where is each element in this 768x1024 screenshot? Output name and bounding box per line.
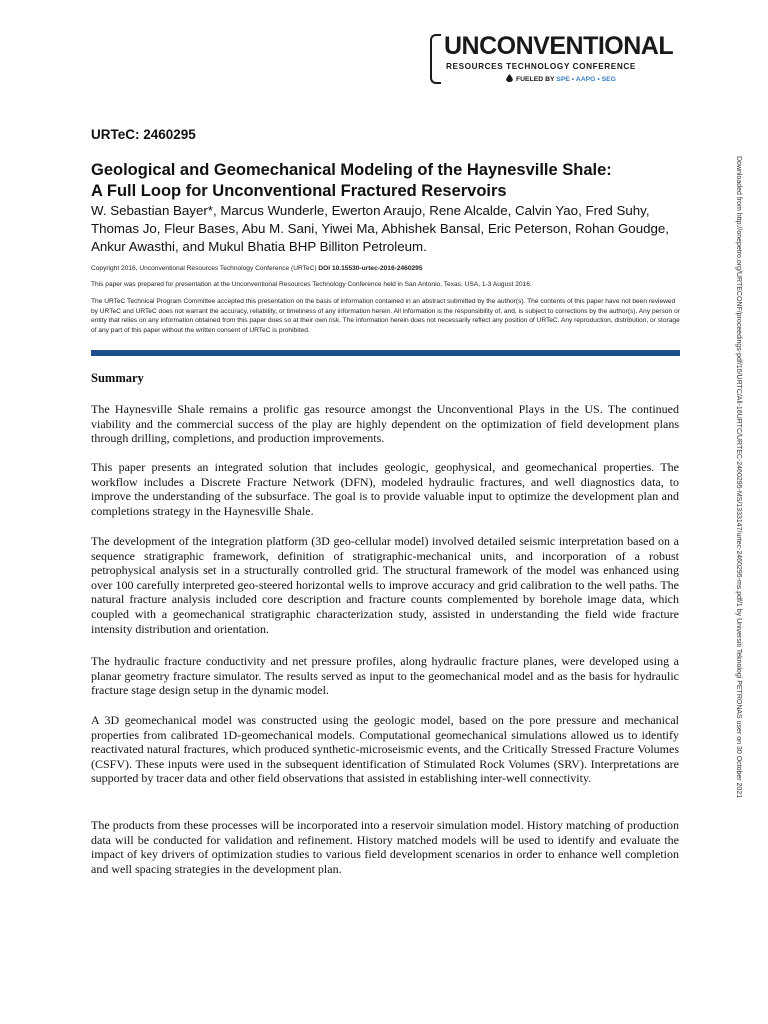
- copyright-notice: [91, 264, 683, 274]
- partners-label: SPE • AAPG • SEG: [556, 76, 616, 83]
- download-watermark: [732, 156, 746, 856]
- summary-paragraph: The Haynesville Shale remains a prolific gas resource amongst the Unconventional Plays in the US. The continued viability and the commercial success of the play are highly dependent on the optimization of field development plans through drilling, completions, and production improvements.: [91, 402, 679, 446]
- doi-text: DOI 10.15530-urtec-2016-2460295: [318, 265, 423, 272]
- author-list: W. Sebastian Bayer*, Marcus Wunderle, Ewerton Araujo, Rene Alcalde, Calvin Yao, Fred Suhy, Thomas Jo, Fleur Bases, Abu M. Sani, Yiwei Ma, Abhishek Bansal, Eric Peterson, Rohan Goudge, Ankur Awasthi, and Mukul Bhatia BHP Billiton Petroleum.: [91, 203, 669, 254]
- summary-paragraph: A 3D geomechanical model was constructed using the geologic model, based on the pore pressure and mechanical properties from calibrated 1D-geomechanical models. Computational geomechanical simulations allowed us to identify reactivated natural fractures, which produced synthetic-microseismic events, and the Critically Stressed Fracture Volumes (CSFV). These inputs were used in the subsequent identification of Stimulated Rock Volumes (SRV). Interpretations are supported by tracer data and other field observations that assisted in establishing inter-well connectivity.: [91, 713, 679, 786]
- logo-subtitle: RESOURCES TECHNOLOGY CONFERENCE: [446, 62, 636, 71]
- summary-heading: Summary: [91, 371, 144, 385]
- summary-paragraph: The development of the integration platform (3D geo-cellular model) involved detailed seismic interpretation based on a sequence stratigraphic framework, definition of stratigraphic-mechanical units, and incorporation of a robust petrophysical analysis set in a structurally controlled grid. The structural framework of the model was enhanced using over 100 carefully interpreted geo-steered horizontal wells to improve accuracy and grid calibration to the well paths. The natural fracture analysis included core description and fracture counts complemented by borehole image data, which coupled with a geomechanical stratigraphic characterization study, assisted in understanding the field wide fracture intensity distribution and orientation.: [91, 534, 679, 636]
- title-line-2: A Full Loop for Unconventional Fractured Reservoirs: [91, 182, 507, 200]
- paper-id: URTeC: 2460295: [91, 127, 196, 142]
- title-line-1: Geological and Geomechanical Modeling of the Haynesville Shale:: [91, 161, 612, 179]
- fueled-by-label: FUELED BY: [516, 76, 555, 83]
- summary-paragraph: The products from these processes will be incorporated into a reservoir simulation model. History matching of production data will be conducted for validation and refinement. History matched models will be used to identify and evaluate the impact of key drivers of optimization studies to various field development scenarios in order to enhance well completion and well spacing strategies in the development plan.: [91, 818, 679, 876]
- prepared-notice: This paper was prepared for presentation at the Unconventional Resources Technology Conference held in San Antonio, Texas, USA, 1-3 August 2016.: [91, 281, 532, 288]
- summary-paragraph: The hydraulic fracture conductivity and net pressure profiles, along hydraulic fracture planes, were developed using a planar geometry fracture simulator. The results served as input to the geomechanical model and as the basis for hydraulic fracture stage design setup in the dynamic model.: [91, 654, 679, 698]
- download-watermark-text: Downloaded from http://onepetro.org/URTECONF/proceedings-pdf/16/URTC/All-16URTC/URTEC-2460295-MS/1333147/urtec-2460295-ms.pdf/1 by Universiti Teknologi PETRONAS user on 30 October 2021: [735, 156, 742, 799]
- header-divider: [91, 350, 680, 356]
- oil-drop-icon: [506, 74, 513, 82]
- paper-title: [91, 160, 691, 202]
- disclaimer-notice: The URTeC Technical Program Committee accepted this presentation on the basis of information contained in an abstract submitted by the author(s). The contents of this paper have not been reviewed by URTeC and URTeC does not warrant the accuracy, reliability, or timeliness of any information herein. All information is the responsibility of, and, is subject to corrections by the author(s). Any person or entity that relies on any information obtained from this paper does so at their own risk. The information herein does not necessarily reflect any position of URTeC. Any reproduction, distribution, or storage of any part of this paper without the written consent of URTeC is prohibited.: [91, 298, 680, 334]
- conference-logo: [430, 30, 675, 88]
- logo-fueled-by: [506, 74, 616, 83]
- copyright-text: Copyright 2016, Unconventional Resources Technology Conference (URTeC): [91, 265, 317, 272]
- logo-wordmark: UNCONVENTIONAL: [444, 32, 674, 60]
- logo-bracket: [430, 34, 441, 84]
- summary-paragraph: This paper presents an integrated solution that includes geologic, geophysical, and geomechanical properties. The workflow includes a Discrete Fracture Network (DFN), modeled hydraulic fractures, and well diagnostics data, to improve the understanding of the subsurface. The goal is to provide valuable input to optimize the development plan and completions strategy in the Haynesville Shale.: [91, 460, 679, 518]
